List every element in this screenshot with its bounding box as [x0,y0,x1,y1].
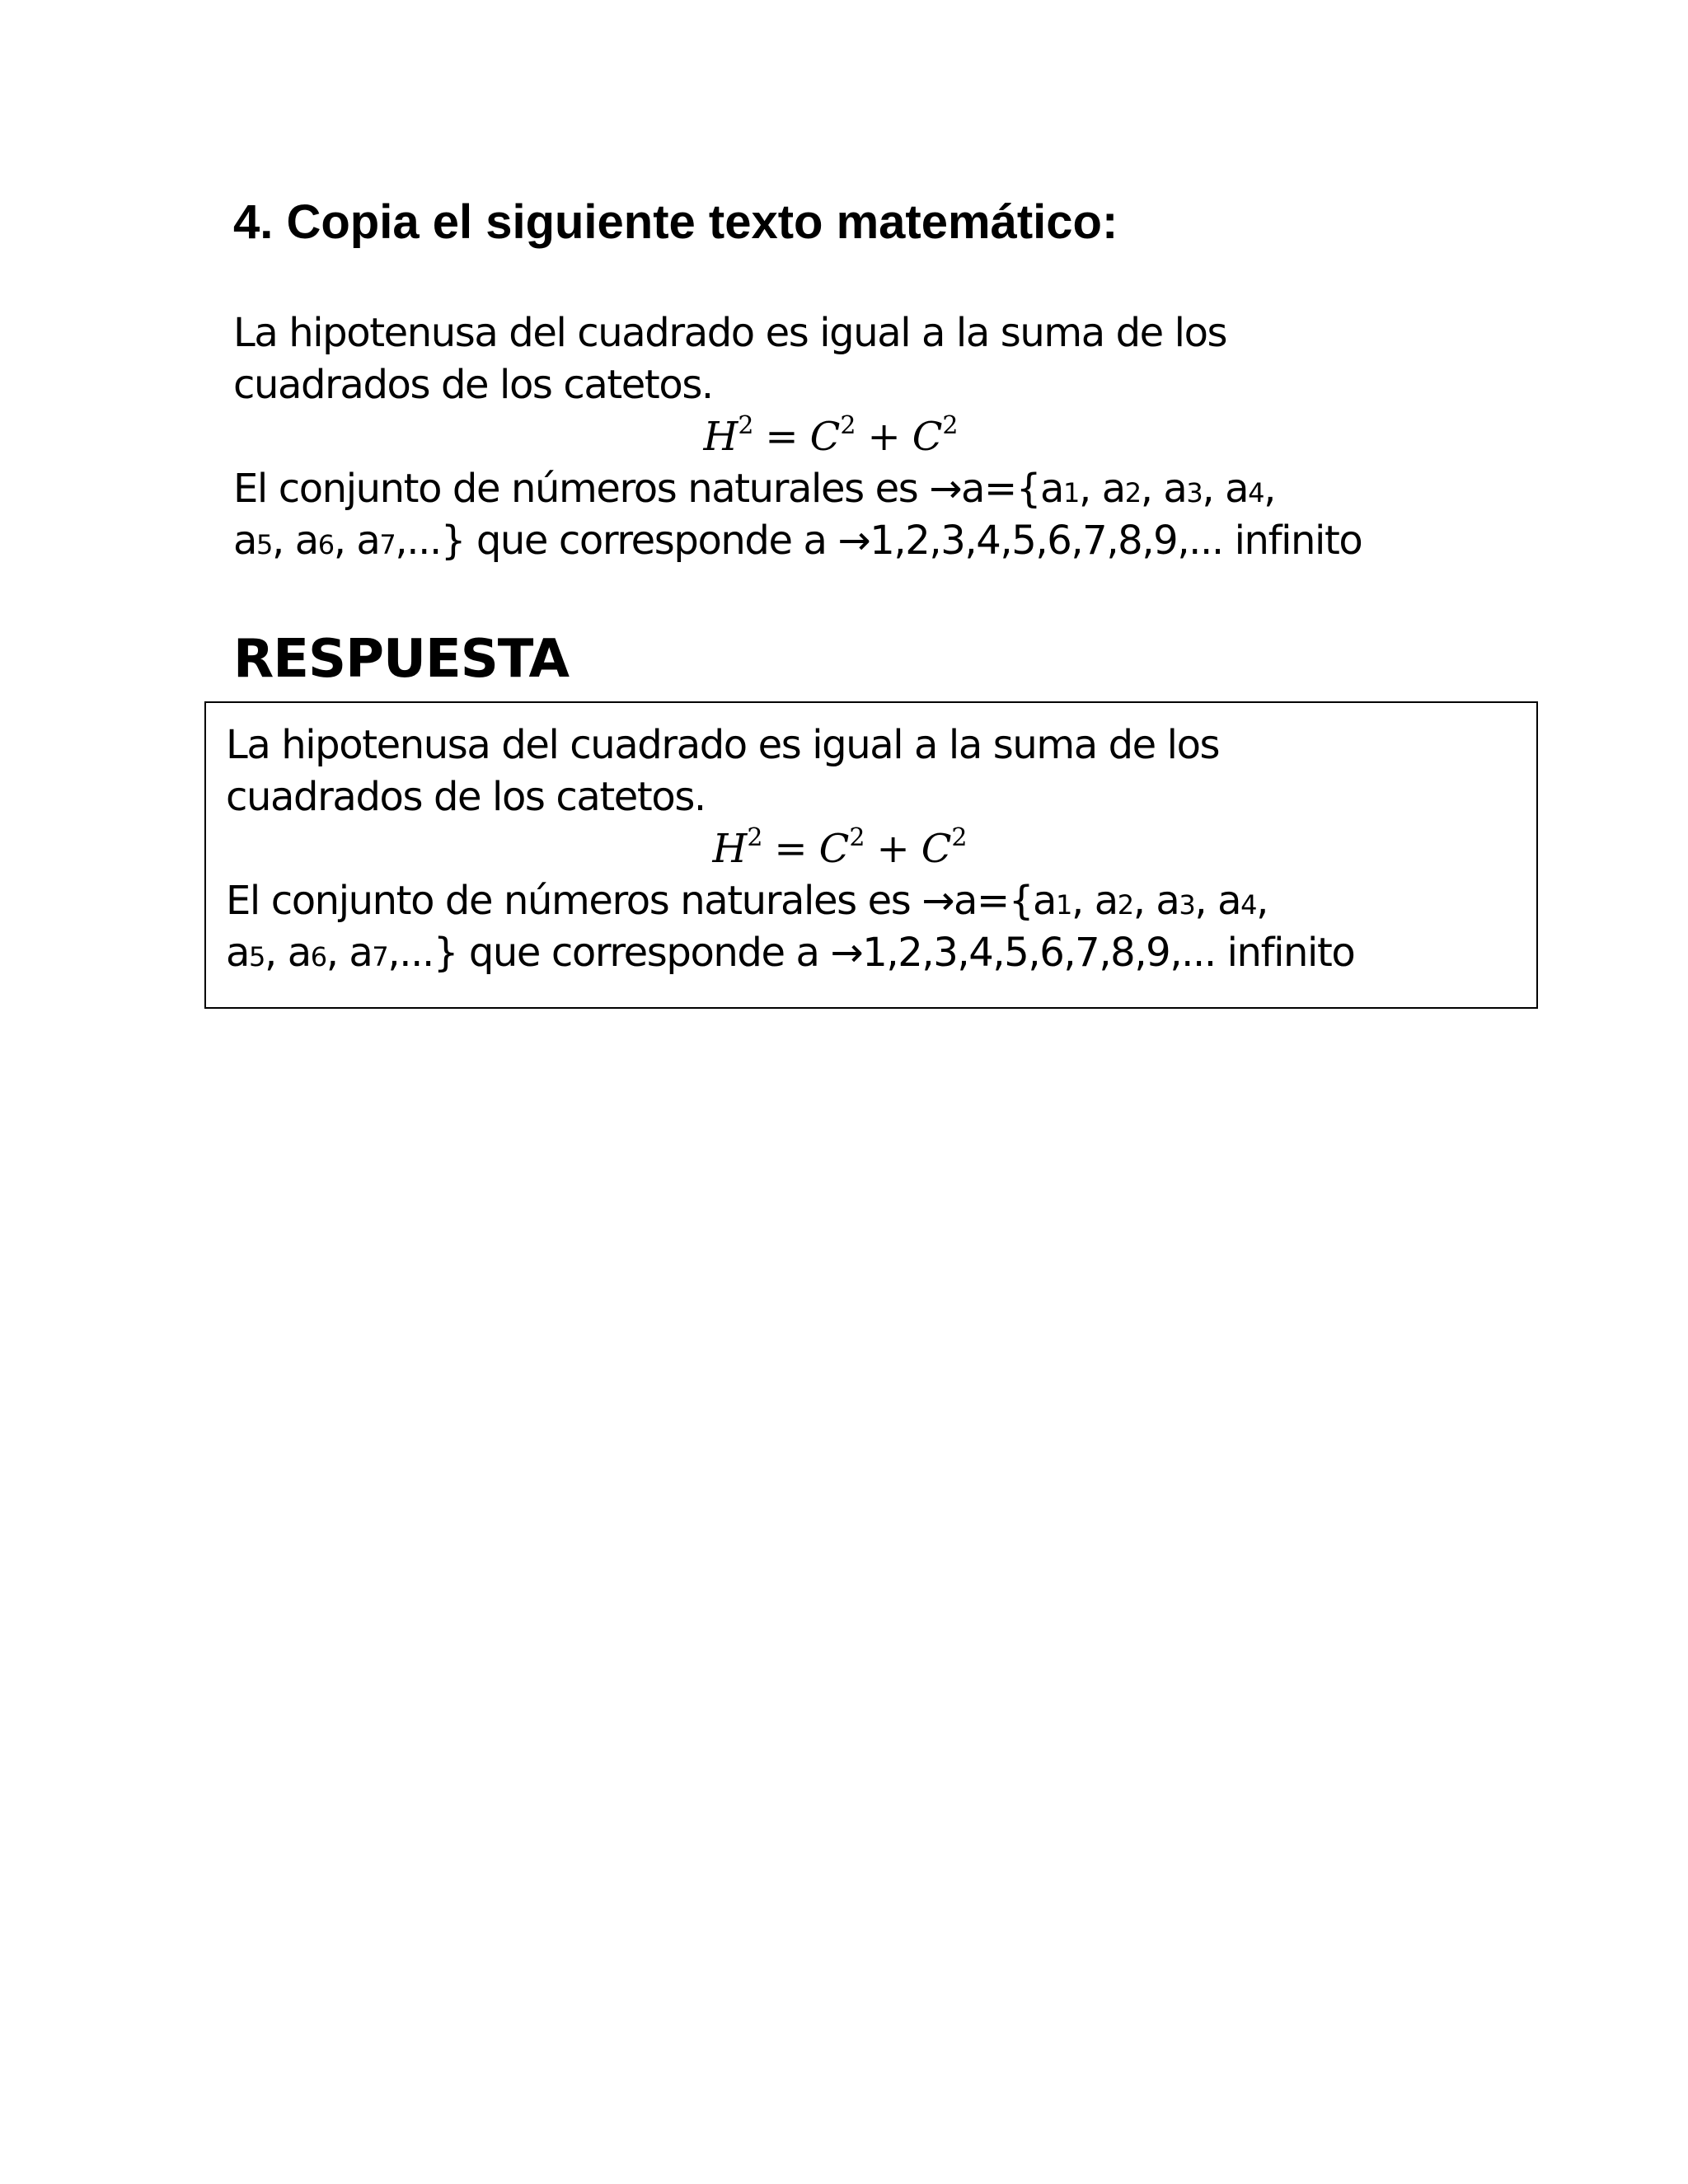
set-item-variable: a [1040,466,1064,512]
equation-equals: = [765,414,799,460]
set-item-separator: , [1078,466,1102,512]
exercise-line-4 [233,515,1428,567]
equation-c1: C [818,826,850,872]
set-item-separator: , [264,930,288,976]
set-item-separator: , [1194,878,1218,924]
set-item-index: 3 [1179,889,1195,921]
set-item-separator: ,...} [387,930,469,976]
equation-c1: C [809,414,841,460]
set-items-row-1 [1033,878,1268,924]
set-item-variable: a [1225,466,1249,512]
set-item-index: 2 [1124,477,1141,509]
arrow-right-icon: → [837,518,870,564]
set-item-separator: , [271,518,295,564]
equation-c2: C [912,414,943,460]
exercise-heading: 4. Copia el siguiente texto matemático: [233,195,1118,249]
set-item-separator: , [326,930,349,976]
exercise-line-1: La hipotenusa del cuadrado es igual a la suma de los [233,310,1227,356]
set-items-row-1 [1040,466,1275,512]
response-box [204,701,1538,1009]
set-item-separator: , [333,518,357,564]
set-open: a={ [954,878,1033,924]
arrow-right-icon: → [921,878,954,924]
set-intro-text: El conjunto de números naturales es [226,878,922,924]
set-item-variable: a [287,930,311,976]
set-intro-text: El conjunto de números naturales es [233,466,930,512]
natural-number-sequence: 1,2,3,4,5,6,7,8,9,... infinito [862,930,1355,976]
sequence-intro-text: que corresponde a [476,518,838,564]
set-item-index: 1 [1063,477,1079,509]
response-line-3 [226,875,1454,927]
set-item-separator: , [1256,878,1268,924]
set-open: a={ [961,466,1040,512]
sequence-intro-text: que corresponde a [468,930,831,976]
set-item-index: 7 [372,941,388,972]
response-pythagoras-equation [226,823,1454,875]
equation-equals: = [774,826,808,872]
set-item-separator: , [1071,878,1095,924]
set-item-separator: , [1132,878,1156,924]
set-item-index: 3 [1186,477,1203,509]
set-item-variable: a [356,518,380,564]
equation-c1-exponent: 2 [840,411,856,440]
equation-c1-exponent: 2 [849,823,865,852]
arrow-right-icon: → [830,930,863,976]
set-item-variable: a [233,518,257,564]
equation-h: H [703,414,738,460]
natural-number-sequence: 1,2,3,4,5,6,7,8,9,... infinito [870,518,1362,564]
equation-h: H [712,826,748,872]
set-items-row-2 [233,518,476,564]
set-item-variable: a [1033,878,1057,924]
equation-c2-exponent: 2 [951,823,968,852]
set-item-index: 6 [317,529,334,560]
set-item-variable: a [226,930,250,976]
set-item-index: 4 [1240,889,1257,921]
set-item-index: 1 [1056,889,1071,921]
set-item-index: 5 [256,529,272,560]
response-title: RESPUESTA [233,629,569,690]
response-line-4 [226,927,1454,979]
set-item-index: 7 [379,529,396,560]
set-item-separator: , [1140,466,1164,512]
set-item-variable: a [349,930,373,976]
set-item-variable: a [1094,878,1118,924]
pythagoras-equation [233,411,1428,463]
exercise-line-2: cuadrados de los catetos. [233,362,713,408]
set-item-variable: a [1217,878,1241,924]
equation-plus: + [876,826,910,872]
equation-plus: + [867,414,901,460]
set-items-row-2 [226,930,469,976]
equation-h-exponent: 2 [747,823,763,852]
set-item-variable: a [1101,466,1125,512]
response-line-2: cuadrados de los catetos. [226,774,706,820]
set-item-separator: , [1202,466,1226,512]
set-item-variable: a [294,518,318,564]
response-line-1: La hipotenusa del cuadrado es igual a la suma de los [226,722,1220,768]
set-item-variable: a [1156,878,1179,924]
exercise-text [233,307,1428,567]
equation-c2-exponent: 2 [942,411,959,440]
set-item-separator: ,...} [395,518,476,564]
equation-c2: C [921,826,952,872]
equation-h-exponent: 2 [738,411,754,440]
exercise-line-3 [233,463,1428,515]
set-item-index: 5 [249,941,265,972]
set-item-index: 2 [1117,889,1133,921]
set-item-variable: a [1163,466,1187,512]
set-item-separator: , [1264,466,1275,512]
arrow-right-icon: → [929,466,962,512]
set-item-index: 6 [310,941,326,972]
response-text [226,719,1454,979]
set-item-index: 4 [1248,477,1264,509]
